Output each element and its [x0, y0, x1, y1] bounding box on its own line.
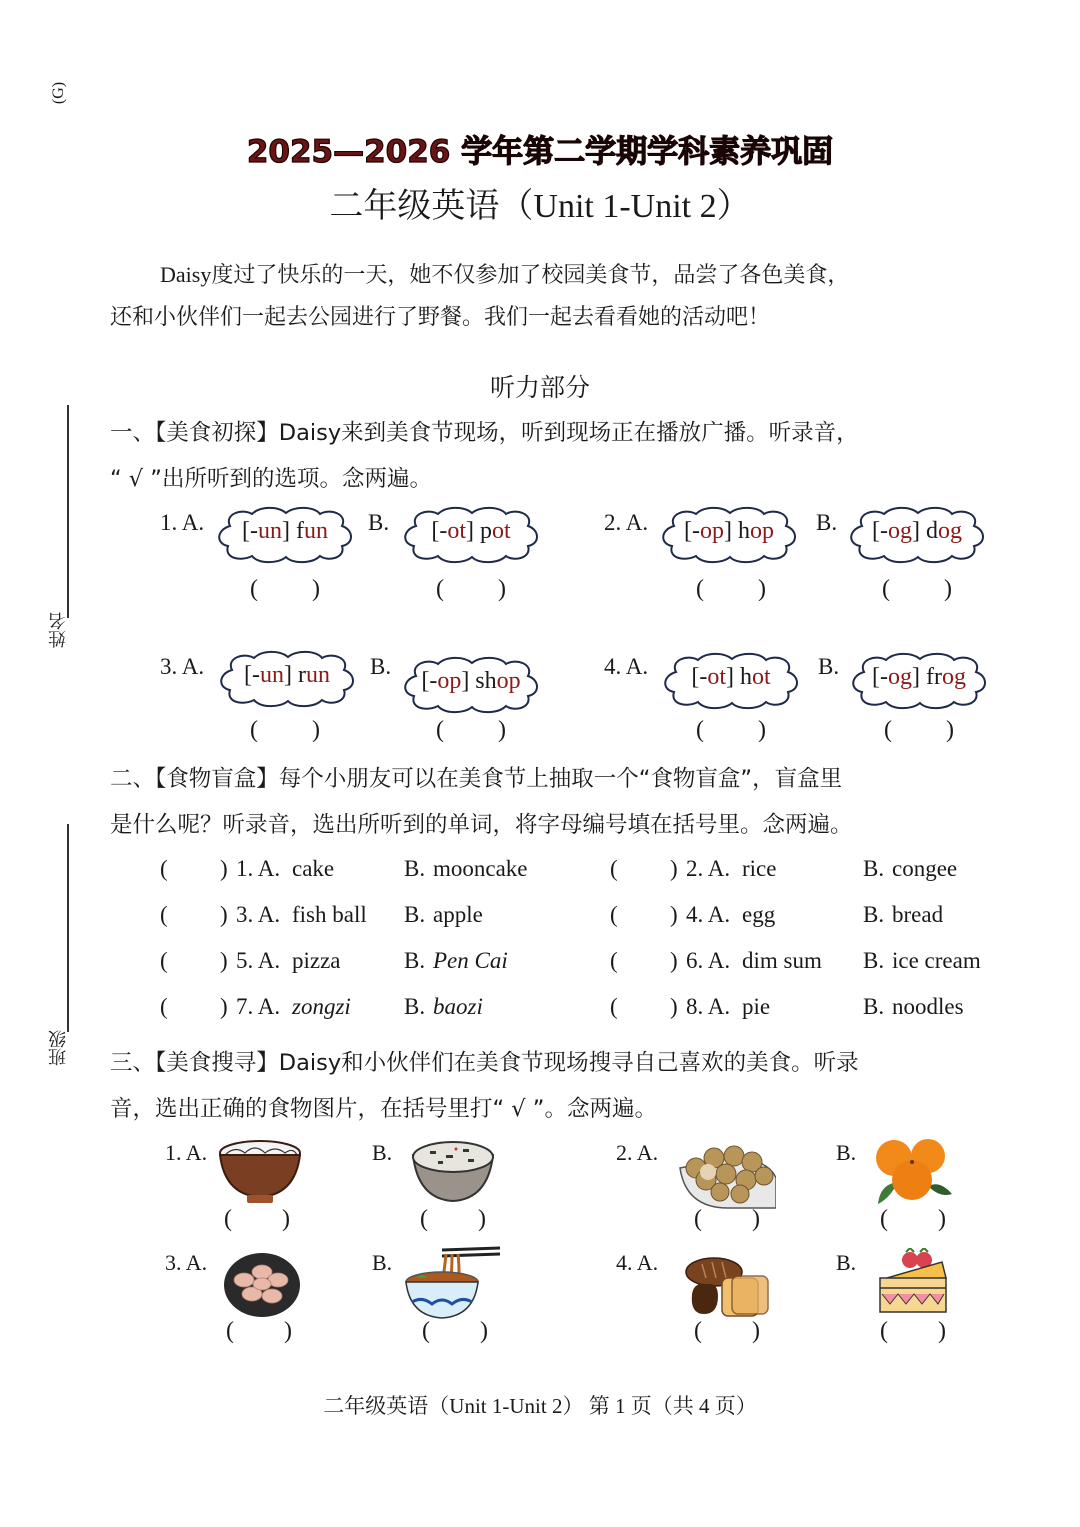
fish-balls-image	[678, 1138, 768, 1210]
option-a-text: [-un] fun	[242, 518, 328, 544]
answer-blank-2a[interactable]: ( )	[696, 576, 766, 602]
question-number: 4. A.	[604, 654, 649, 679]
option-a: pie	[742, 994, 771, 1019]
answer-blank-4a[interactable]: ( )	[696, 717, 766, 743]
option-a: rice	[742, 856, 777, 881]
listening-section-heading: 听力部分	[489, 373, 590, 402]
option-b-label: B.	[816, 510, 838, 535]
intro-paragraph	[110, 254, 990, 338]
part1-instruction-line-2: “ √ ”出所听到的选项。念两遍。	[110, 466, 432, 492]
answer-blank-1b[interactable]: ( )	[436, 576, 506, 602]
option-a-text: [-un] run	[244, 662, 330, 688]
option-a-text: [-ot] hot	[691, 664, 771, 690]
part3-q2-number: 2. A.	[616, 1140, 659, 1165]
answer-blank[interactable]: (	[160, 902, 168, 927]
option-b: baozi	[433, 994, 483, 1019]
part3-q4-number: 4. A.	[616, 1250, 659, 1275]
question-number: 2. A.	[604, 510, 649, 535]
option-a-cloud	[662, 652, 800, 710]
option-b-label: B.	[404, 948, 426, 973]
answer-blank[interactable]: (	[160, 856, 168, 881]
answer-blank-p3-1a[interactable]: ( )	[224, 1206, 290, 1232]
option-b-text: [-ot] pot	[431, 518, 511, 544]
part3-q4-b-label: B.	[836, 1250, 857, 1275]
question-number: 3. A.	[160, 654, 205, 679]
noodles-bowl-image	[402, 1244, 502, 1324]
bread-image	[684, 1254, 774, 1326]
answer-blank[interactable]: (	[160, 948, 168, 973]
item-number: 1. A.	[236, 856, 281, 881]
name-label: 姓名	[48, 612, 69, 648]
answer-blank-p3-3b[interactable]: ( )	[422, 1318, 488, 1344]
option-b: ice cream	[892, 948, 981, 973]
question-number: 1. A.	[160, 510, 205, 535]
page-footer: 二年级英语（Unit 1-Unit 2） 第 1 页（共 4 页）	[323, 1394, 757, 1418]
option-b-label: B.	[404, 902, 426, 927]
item-number: 7. A.	[236, 994, 281, 1019]
option-b-cloud	[850, 652, 988, 710]
option-b-label: B.	[370, 654, 392, 679]
option-b-cloud	[402, 656, 540, 714]
part3-instruction	[110, 1040, 1000, 1132]
answer-blank-3b[interactable]: ( )	[436, 717, 506, 743]
option-b: noodles	[892, 994, 964, 1019]
rice-bowl-image	[215, 1135, 305, 1207]
dumplings-image	[222, 1250, 312, 1322]
answer-blank[interactable]: (	[610, 856, 618, 881]
option-a: cake	[292, 856, 335, 881]
intro-line-1: Daisy度过了快乐的一天，她不仅参加了校园美食节，品尝了各色美食，	[160, 262, 850, 287]
part2-instruction-line-1: 二、【食物盲盒】每个小朋友可以在美食节上抽取一个“食物盲盒”，盲盒里	[110, 766, 843, 792]
part3-q3-number: 3. A.	[165, 1250, 208, 1275]
option-b-label: B.	[863, 948, 885, 973]
part2-instruction	[110, 756, 1000, 848]
answer-blank-2b[interactable]: ( )	[882, 576, 952, 602]
part3-q2-b-label: B.	[836, 1140, 857, 1165]
item-number: 2. A.	[686, 856, 731, 881]
answer-blank-p3-2b[interactable]: ( )	[880, 1206, 946, 1232]
option-b: mooncake	[433, 856, 528, 881]
answer-blank[interactable]: (	[610, 994, 618, 1019]
option-b-label: B.	[404, 856, 426, 881]
part3-instruction-line-2: 音，选出正确的食物图片，在括号里打“ √ ”。念两遍。	[110, 1096, 657, 1122]
option-a: egg	[742, 902, 776, 927]
option-a: fish ball	[292, 902, 367, 927]
option-b-text: [-og] frog	[872, 664, 966, 690]
part1-instruction	[110, 410, 1000, 502]
part3-q1-b-label: B.	[372, 1140, 393, 1165]
item-number: 8. A.	[686, 994, 731, 1019]
option-a: zongzi	[292, 994, 351, 1019]
option-b-label: B.	[818, 654, 840, 679]
answer-blank[interactable]: (	[610, 948, 618, 973]
answer-blank[interactable]: (	[160, 994, 168, 1019]
answer-blank-p3-4b[interactable]: ( )	[880, 1318, 946, 1344]
option-b: Pen Cai	[433, 948, 508, 973]
option-b: bread	[892, 902, 944, 927]
item-number: 3. A.	[236, 902, 281, 927]
item-number: 6. A.	[686, 948, 731, 973]
option-b-label: B.	[368, 510, 390, 535]
part3-q1-number: 1. A.	[165, 1140, 208, 1165]
option-b-label: B.	[863, 856, 885, 881]
option-a-cloud	[218, 650, 356, 708]
answer-blank-p3-2a[interactable]: ( )	[694, 1206, 760, 1232]
congee-bowl-image	[408, 1135, 498, 1207]
option-a-cloud	[216, 506, 354, 564]
paper-code: (G)	[50, 81, 67, 105]
option-b: congee	[892, 856, 958, 881]
option-b-cloud	[848, 506, 986, 564]
item-number: 4. A.	[686, 902, 731, 927]
answer-blank-p3-3a[interactable]: ( )	[226, 1318, 292, 1344]
option-b-text: [-og] dog	[872, 518, 962, 544]
part2-instruction-line-2: 是什么呢？听录音，选出所听到的单词，将字母编号填在括号里。念两遍。	[110, 812, 853, 838]
option-b-text: [-op] shop	[421, 668, 521, 694]
option-b-label: B.	[404, 994, 426, 1019]
option-b-label: B.	[863, 994, 885, 1019]
answer-blank-3a[interactable]: ( )	[250, 717, 320, 743]
option-b-label: B.	[863, 902, 885, 927]
option-a-text: [-op] hop	[684, 518, 774, 544]
answer-blank-1a[interactable]: ( )	[250, 576, 320, 602]
class-line	[67, 824, 69, 1032]
option-b-cloud	[402, 506, 540, 564]
oranges-image	[870, 1136, 960, 1208]
cake-slice-image	[876, 1248, 966, 1320]
option-a-cloud	[660, 506, 798, 564]
name-line	[67, 405, 69, 618]
intro-line-2: 还和小伙伴们一起去公园进行了野餐。我们一起去看看她的活动吧！	[110, 304, 771, 329]
part3-q3-b-label: B.	[372, 1250, 393, 1275]
exam-subtitle: 二年级英语（Unit 1-Unit 2）	[329, 188, 751, 225]
part1-instruction-line-1: 一、【美食初探】Daisy来到美食节现场，听到现场正在播放广播。听录音，	[110, 420, 859, 446]
option-a: dim sum	[742, 948, 822, 973]
exam-title: 2025—2026 学年第二学期学科素养巩固	[246, 134, 834, 170]
class-label: 班级	[48, 1030, 69, 1066]
answer-blank-4b[interactable]: ( )	[884, 717, 954, 743]
option-a: pizza	[292, 948, 341, 973]
answer-blank[interactable]: (	[610, 902, 618, 927]
item-number: 5. A.	[236, 948, 281, 973]
part3-instruction-line-1: 三、【美食搜寻】Daisy和小伙伴们在美食节现场搜寻自己喜欢的美食。听录	[110, 1050, 859, 1076]
answer-blank-p3-4a[interactable]: ( )	[694, 1318, 760, 1344]
answer-blank-p3-1b[interactable]: ( )	[420, 1206, 486, 1232]
option-b: apple	[433, 902, 483, 927]
